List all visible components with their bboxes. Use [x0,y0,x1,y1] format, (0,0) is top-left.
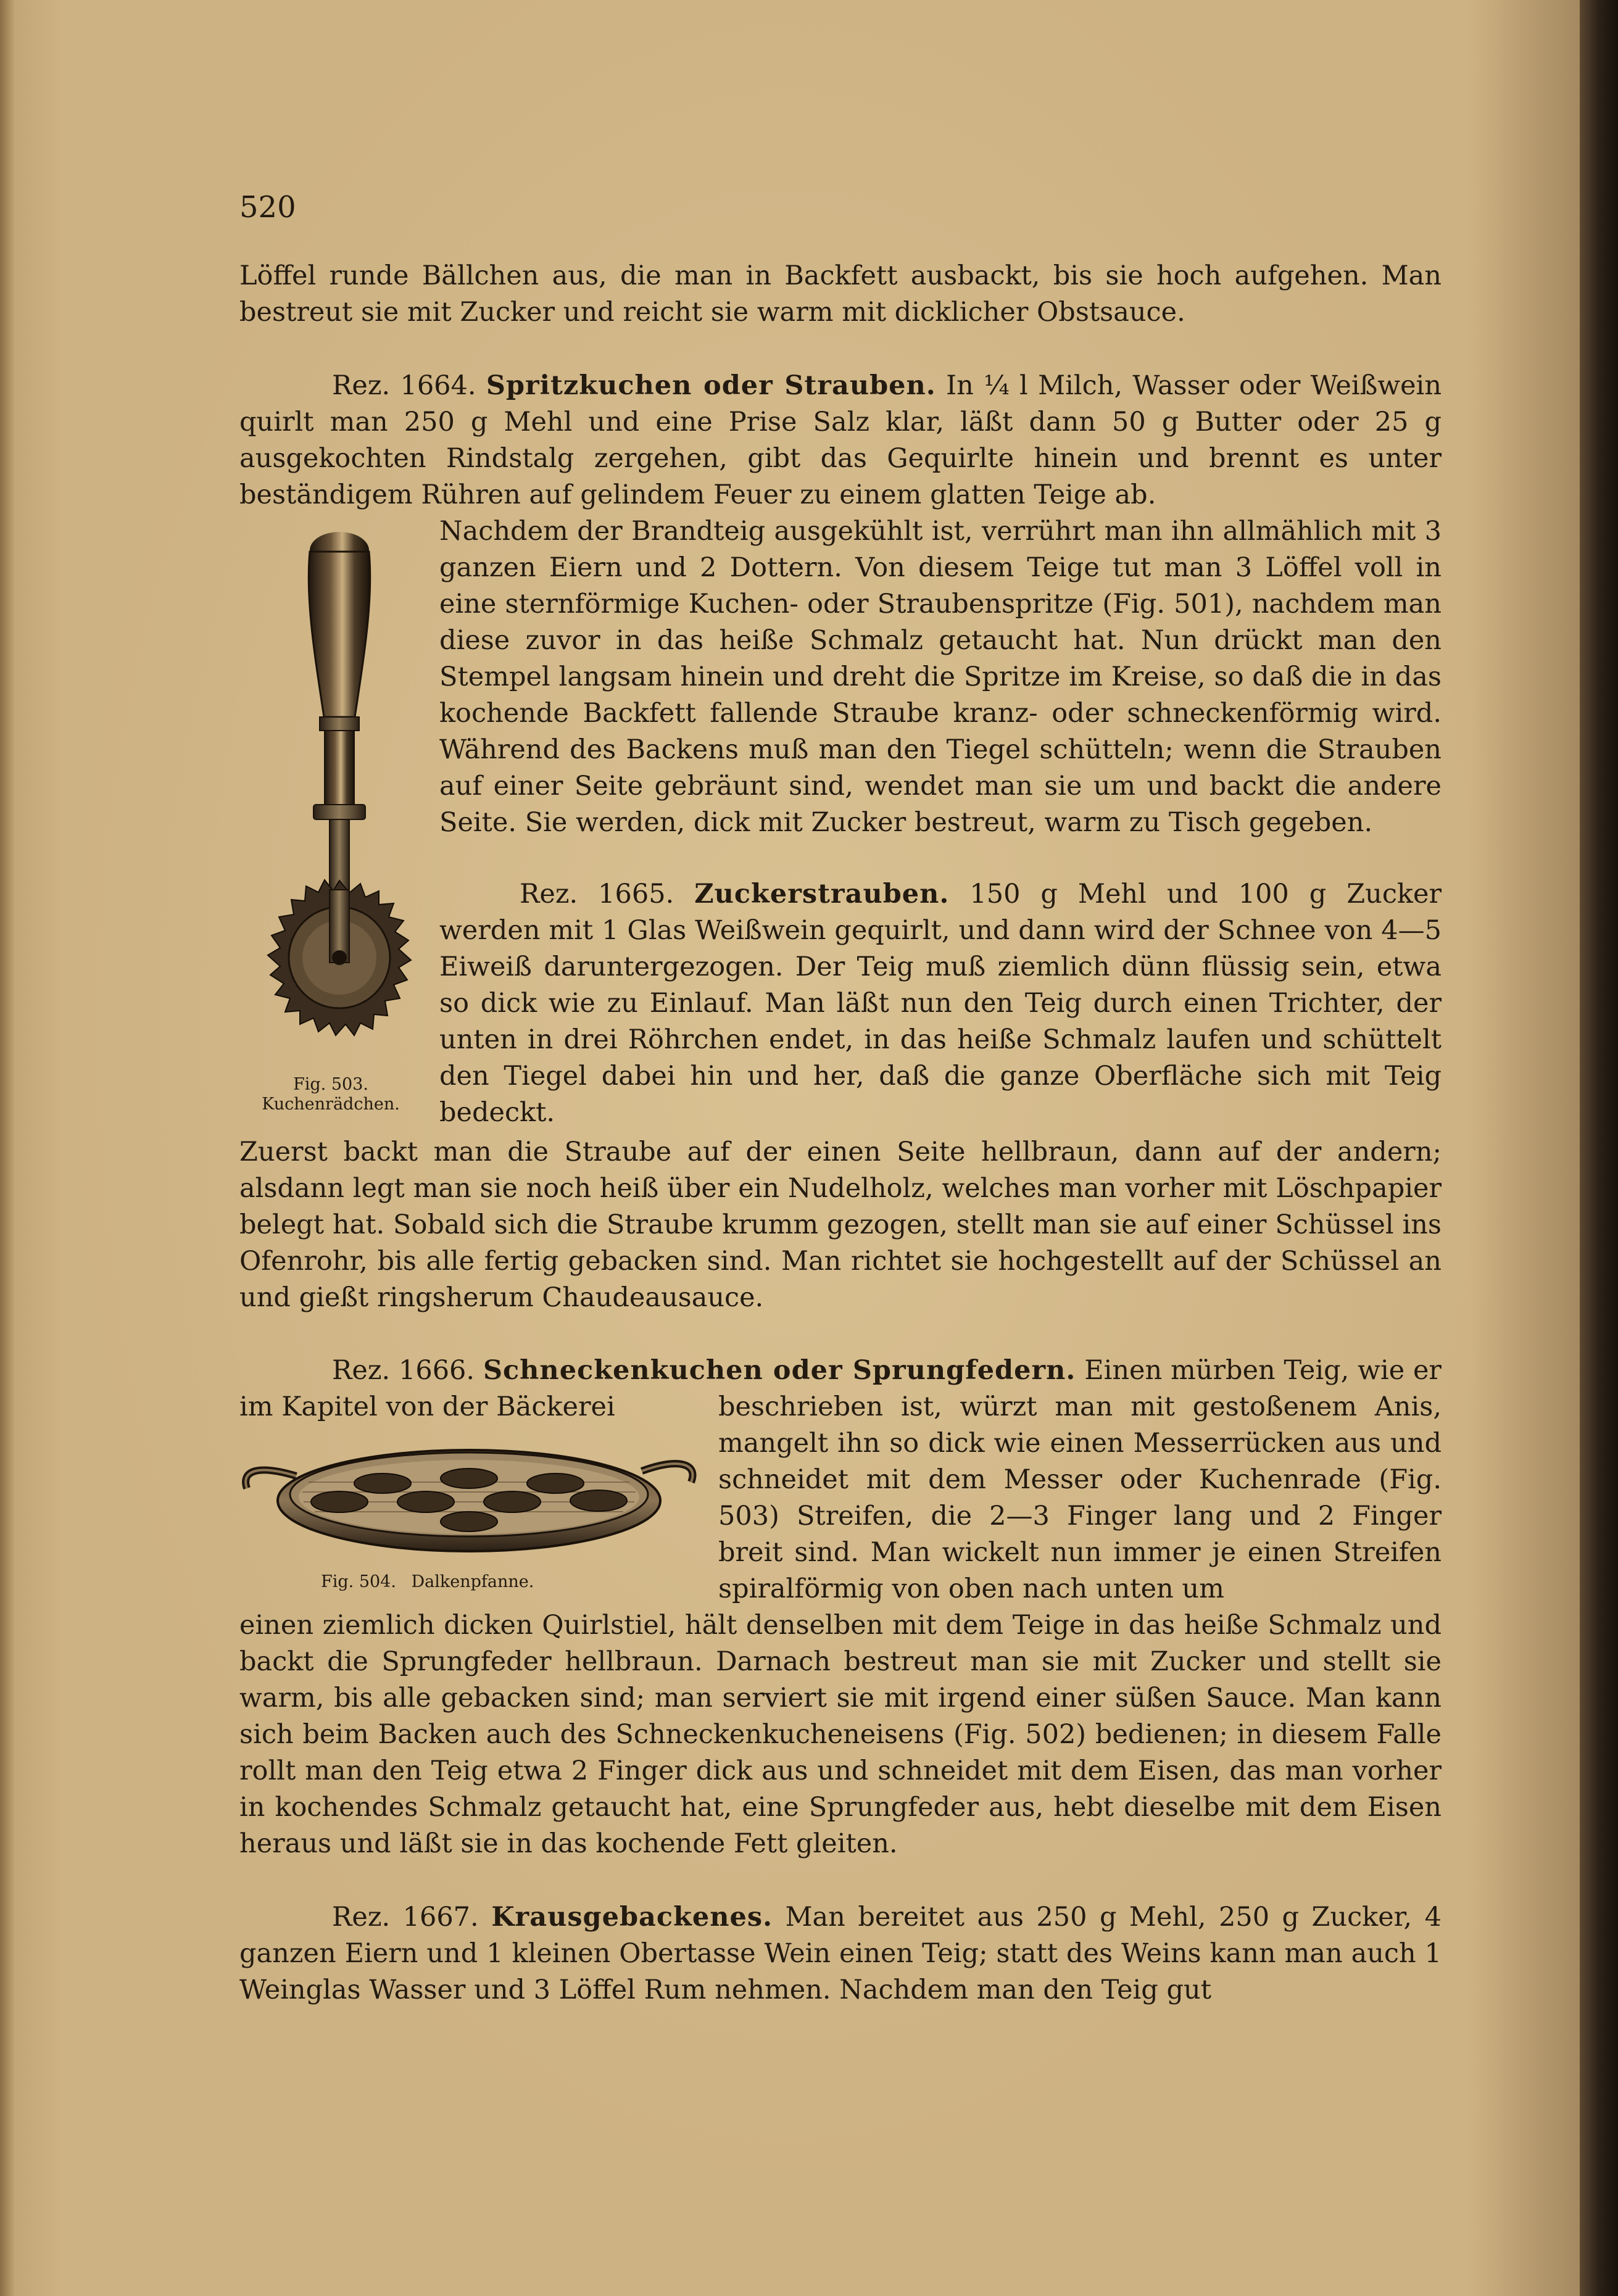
page-number: 520 [239,190,296,225]
recipe-1664-body: Nachdem der Brandteig ausgekühlt ist, verrührt man ihn allmählich mit 3 ganzen Eiern und 2 Dottern. Von diesem Teige tut man 3 Löffel voll in eine sternförmige Kuchen- oder Straubenspritze (Fig. 501), nachdem man diese zuvor in das heiße Schmalz getaucht hat. Nun drückt man den Stempel langsam hinein und dreht die Spritze im Kreise, so daß die in das kochende Backfett fallende Straube kranz- oder schneckenförmig wird. Während des Backens muß man den Tiegel schütteln; wenn die Strauben auf einer Seite gebräunt sind, wendet man sie um und backt die andere Seite. Sie werden, dick mit Zucker bestreut, warm zu Tisch gegeben. [439,516,1442,838]
pastry-wheel-illustration [247,532,438,1075]
recipe-1665-number: Rez. 1665. [520,879,674,910]
recipe-1666-body: beschrieben ist, würzt man mit gestoßenem Anis, mangelt ihn so dick wie einen Messerrücken aus und schneidet mit dem Messer oder Kuchenrade (Fig. 503) Streifen, die 2—3 Finger lang und 2 Finger breit sind. Man wickelt nun immer je einen Streifen spiralförmig von oben nach unten um [718,1391,1442,1604]
figure-504-label: Fig. 504. [321,1572,396,1591]
page-edge [0,0,15,2296]
recipe-1666-number: Rez. 1666. [332,1355,475,1386]
dalken-pan-illustration [234,1433,703,1567]
recipe-1665-body: Rez. 1665. Zuckerstrauben. 150 g Mehl und 100 g Zucker werden mit 1 Glas Weißwein gequirlt, und dann wird der Schnee von 4—5 Eiweiß daruntergezogen. Der Teig muß ziemlich dünn flüssig sein, etwa so dick wie zu Einlauf. Man läßt nun den Teig durch einen Trichter, der unten in drei Röhrchen endet, in das heiße Schmalz laufen und schüttelt den Tiegel dabei hin und her, daß die ganze Oberfläche sich mit Teig bedeckt. [439,879,1442,1128]
intro-paragraph: Löffel runde Bällchen aus, die man in Backfett ausbackt, bis sie hoch aufgehen. Man bestreut sie mit Zucker und reicht sie warm mit dicklicher Obstsauce. [239,260,1442,328]
recipe-1664-number: Rez. 1664. [332,370,476,401]
recipe-1665-title: Zuckerstrauben. [694,879,950,910]
figure-503-caption [238,1075,423,1114]
figure-504-caption [321,1572,666,1592]
recipe-1667-number: Rez. 1667. [332,1902,479,1933]
recipe-1664-title: Spritzkuchen oder Strauben. [486,370,936,401]
recipe-1664-intro: Rez. 1664. Spritzkuchen oder Strauben. In ¼ l Milch, Wasser oder Weißwein quirlt man 250 g Mehl und eine Prise Salz klar, läßt dann 50 g Butter oder 25 g ausgekochten Rindstalg zergehen, gibt das Gequirlte hinein und brennt es unter beständigem Rühren auf gelindem Feuer zu einem glatten Teige ab. [239,370,1442,510]
recipe-1665-continuation: Zuerst backt man die Straube auf der einen Seite hellbraun, dann auf der andern; alsdann legt man sie noch heiß über ein Nudelholz, welches man vorher mit Löschpapier belegt hat. Sobald sich die Straube krumm gezogen, stellt man sie auf einer Schüssel ins Ofenrohr, bis alle fertig gebacken sind. Man richtet sie hochgestellt auf der Schüssel an und gießt ringsherum Chaudeausauce. [239,1137,1442,1313]
recipe-1666-continuation: einen ziemlich dicken Quirlstiel, hält denselben mit dem Teige in das heiße Schmalz und backt die Sprungfeder hellbraun. Darnach bestreut man sie mit Zucker und stellt sie warm, bis alle gebacken sind; man serviert sie mit irgend einer süßen Sauce. Man kann sich beim Backen auch des Schneckenkucheneisens (Fig. 502) bedienen; in diesem Falle rollt man den Teig etwa 2 Finger dick aus und schneidet mit dem Eisen, das man vorher in kochendes Schmalz getaucht hat, eine Sprungfeder aus, hebt dieselbe mit dem Eisen heraus und läßt sie in das kochende Fett gleiten. [239,1610,1442,1859]
recipe-1666-intro: Rez. 1666. Schneckenkuchen oder Sprungfedern. Einen mürben Teig, wie er im Kapitel von der Bäckerei [239,1355,1442,1422]
recipe-1666-title: Schneckenkuchen oder Sprungfedern. [483,1355,1076,1386]
figure-504-title: Dalkenpfanne. [411,1572,534,1591]
figure-503-label: Fig. 503. [293,1075,368,1094]
recipe-1667-title: Krausgebackenes. [491,1902,773,1933]
figure-503-title: Kuchenrädchen. [262,1095,400,1114]
book-spine [1580,0,1618,2296]
recipe-1667-body: Rez. 1667. Krausgebackenes. Man bereitet aus 250 g Mehl, 250 g Zucker, 4 ganzen Eiern und 1 kleinen Obertasse Wein einen Teig; statt des Weins kann man auch 1 Weinglas Wasser und 3 Löffel Rum nehmen. Nachdem man den Teig gut [239,1902,1442,2005]
